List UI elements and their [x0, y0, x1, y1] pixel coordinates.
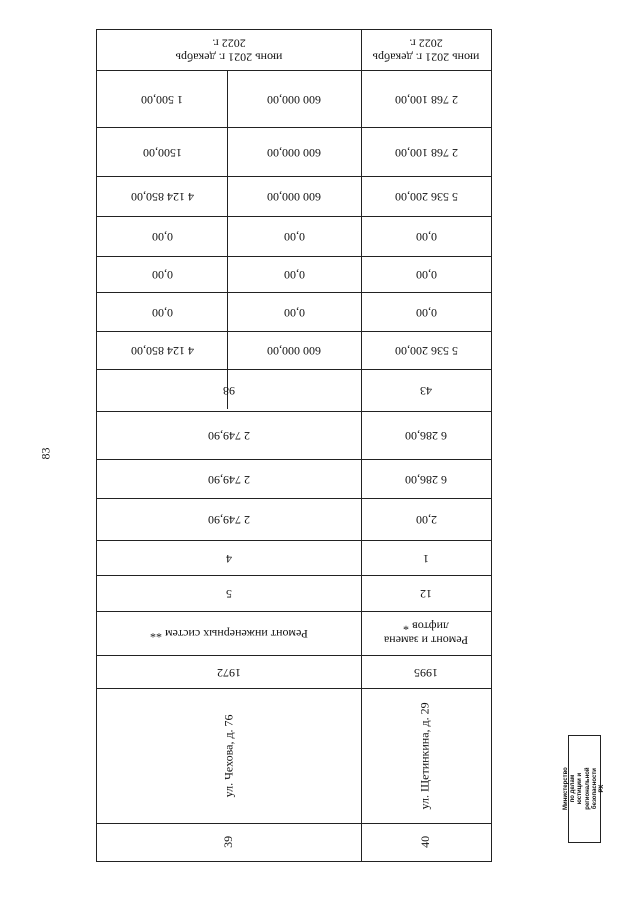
- work-type-value: Ремонт инженерных систем **: [150, 626, 308, 641]
- sum-value: 600 000,00: [267, 145, 321, 160]
- cell-sum: [97, 176, 227, 216]
- cell-rate: [361, 411, 491, 459]
- cell-count: [361, 540, 491, 575]
- rate-value: 6 286,00: [405, 428, 447, 443]
- cell-count: [97, 575, 361, 611]
- rate-value: 2,00: [415, 512, 437, 527]
- page-number: 83: [38, 447, 53, 460]
- cell-sum: [361, 176, 491, 216]
- sum-value: 600 000,00: [267, 189, 321, 204]
- zero-value: 0,00: [283, 229, 305, 244]
- sum-value: 2 768 100,00: [394, 145, 458, 160]
- year-value: 1995: [414, 665, 438, 680]
- rate-value: 2 749,90: [208, 512, 250, 527]
- sum-value: 600 000,00: [267, 343, 321, 358]
- cell-number: [97, 823, 361, 861]
- count-value: 4: [226, 551, 232, 566]
- zero-value: 0,00: [415, 305, 437, 320]
- sum-value: 4 124 850,00: [130, 189, 194, 204]
- cell-rate: [361, 459, 491, 498]
- sum-value: 1 500,00: [141, 92, 183, 107]
- cell-rate: [97, 498, 361, 540]
- year-value: 1972: [217, 665, 241, 680]
- count-value: 5: [226, 586, 232, 601]
- cell-zero: [97, 256, 227, 292]
- cell-count: [361, 575, 491, 611]
- count-value: 12: [420, 586, 432, 601]
- row-number: 40: [418, 835, 433, 848]
- count-value: 98: [223, 383, 235, 398]
- cell-zero: [227, 216, 361, 256]
- zero-value: 0,00: [151, 305, 173, 320]
- sum-value: 5 536 200,00: [394, 189, 458, 204]
- cell-sum: [227, 331, 361, 369]
- address-value: ул. Щетинкина, д. 29: [418, 701, 433, 810]
- work-type-value: Ремонт и замена лифтов *: [383, 620, 469, 648]
- cell-zero: [361, 216, 491, 256]
- cell-sum: [361, 331, 491, 369]
- sum-value: 5 536 200,00: [394, 343, 458, 358]
- zero-value: 0,00: [283, 305, 305, 320]
- cell-sum: [227, 127, 361, 176]
- cell-period-39: [97, 30, 361, 70]
- ministry-stamp: [562, 735, 605, 843]
- cell-sum: [97, 331, 227, 369]
- cell-year: [97, 655, 361, 688]
- sum-value: 600 000,00: [267, 92, 321, 107]
- cell-sum: [227, 70, 361, 127]
- cell-zero: [97, 216, 227, 256]
- cell-address: [97, 688, 361, 823]
- cell-number: [361, 823, 491, 861]
- cell-work-type: [361, 611, 491, 655]
- data-table: [96, 29, 492, 862]
- zero-value: 0,00: [283, 267, 305, 282]
- cell-rate: [97, 459, 361, 498]
- zero-value: 0,00: [151, 229, 173, 244]
- cell-zero: [227, 256, 361, 292]
- cell-zero: [227, 292, 361, 331]
- cell-count: [361, 369, 491, 411]
- rate-value: 2 749,90: [208, 472, 250, 487]
- cell-zero: [97, 292, 227, 331]
- cell-rate: [97, 411, 361, 459]
- cell-count: [97, 369, 361, 411]
- cell-sum: [97, 70, 227, 127]
- sum-value: 1500,00: [142, 145, 182, 160]
- row-number: 39: [221, 835, 236, 848]
- cell-address: [361, 688, 491, 823]
- rate-value: 6 286,00: [405, 472, 447, 487]
- rate-value: 2 749,90: [208, 428, 250, 443]
- period-text: июнь 2021 г. декабрь 2022 г.: [175, 37, 283, 65]
- count-value: 43: [420, 383, 432, 398]
- cell-work-type: [97, 611, 361, 655]
- stamp-text: Министерство по делам юстиции и региональной безопасности РХ: [562, 767, 605, 811]
- zero-value: 0,00: [151, 267, 173, 282]
- zero-value: 0,00: [415, 267, 437, 282]
- cell-rate: [361, 498, 491, 540]
- count-value: 1: [423, 551, 429, 566]
- cell-sum: [361, 127, 491, 176]
- zero-value: 0,00: [415, 229, 437, 244]
- cell-sum: [97, 127, 227, 176]
- cell-zero: [361, 292, 491, 331]
- cell-sum: [227, 176, 361, 216]
- sum-value: 4 124 850,00: [130, 343, 194, 358]
- cell-count: [97, 540, 361, 575]
- cell-period-40: [361, 30, 491, 70]
- address-value: ул. Чехова, д. 76: [221, 714, 236, 797]
- cell-zero: [361, 256, 491, 292]
- period-text: июнь 2021 г. декабрь 2022 г.: [372, 37, 480, 65]
- cell-year: [361, 655, 491, 688]
- sum-value: 2 768 100,00: [394, 92, 458, 107]
- cell-sum: [361, 70, 491, 127]
